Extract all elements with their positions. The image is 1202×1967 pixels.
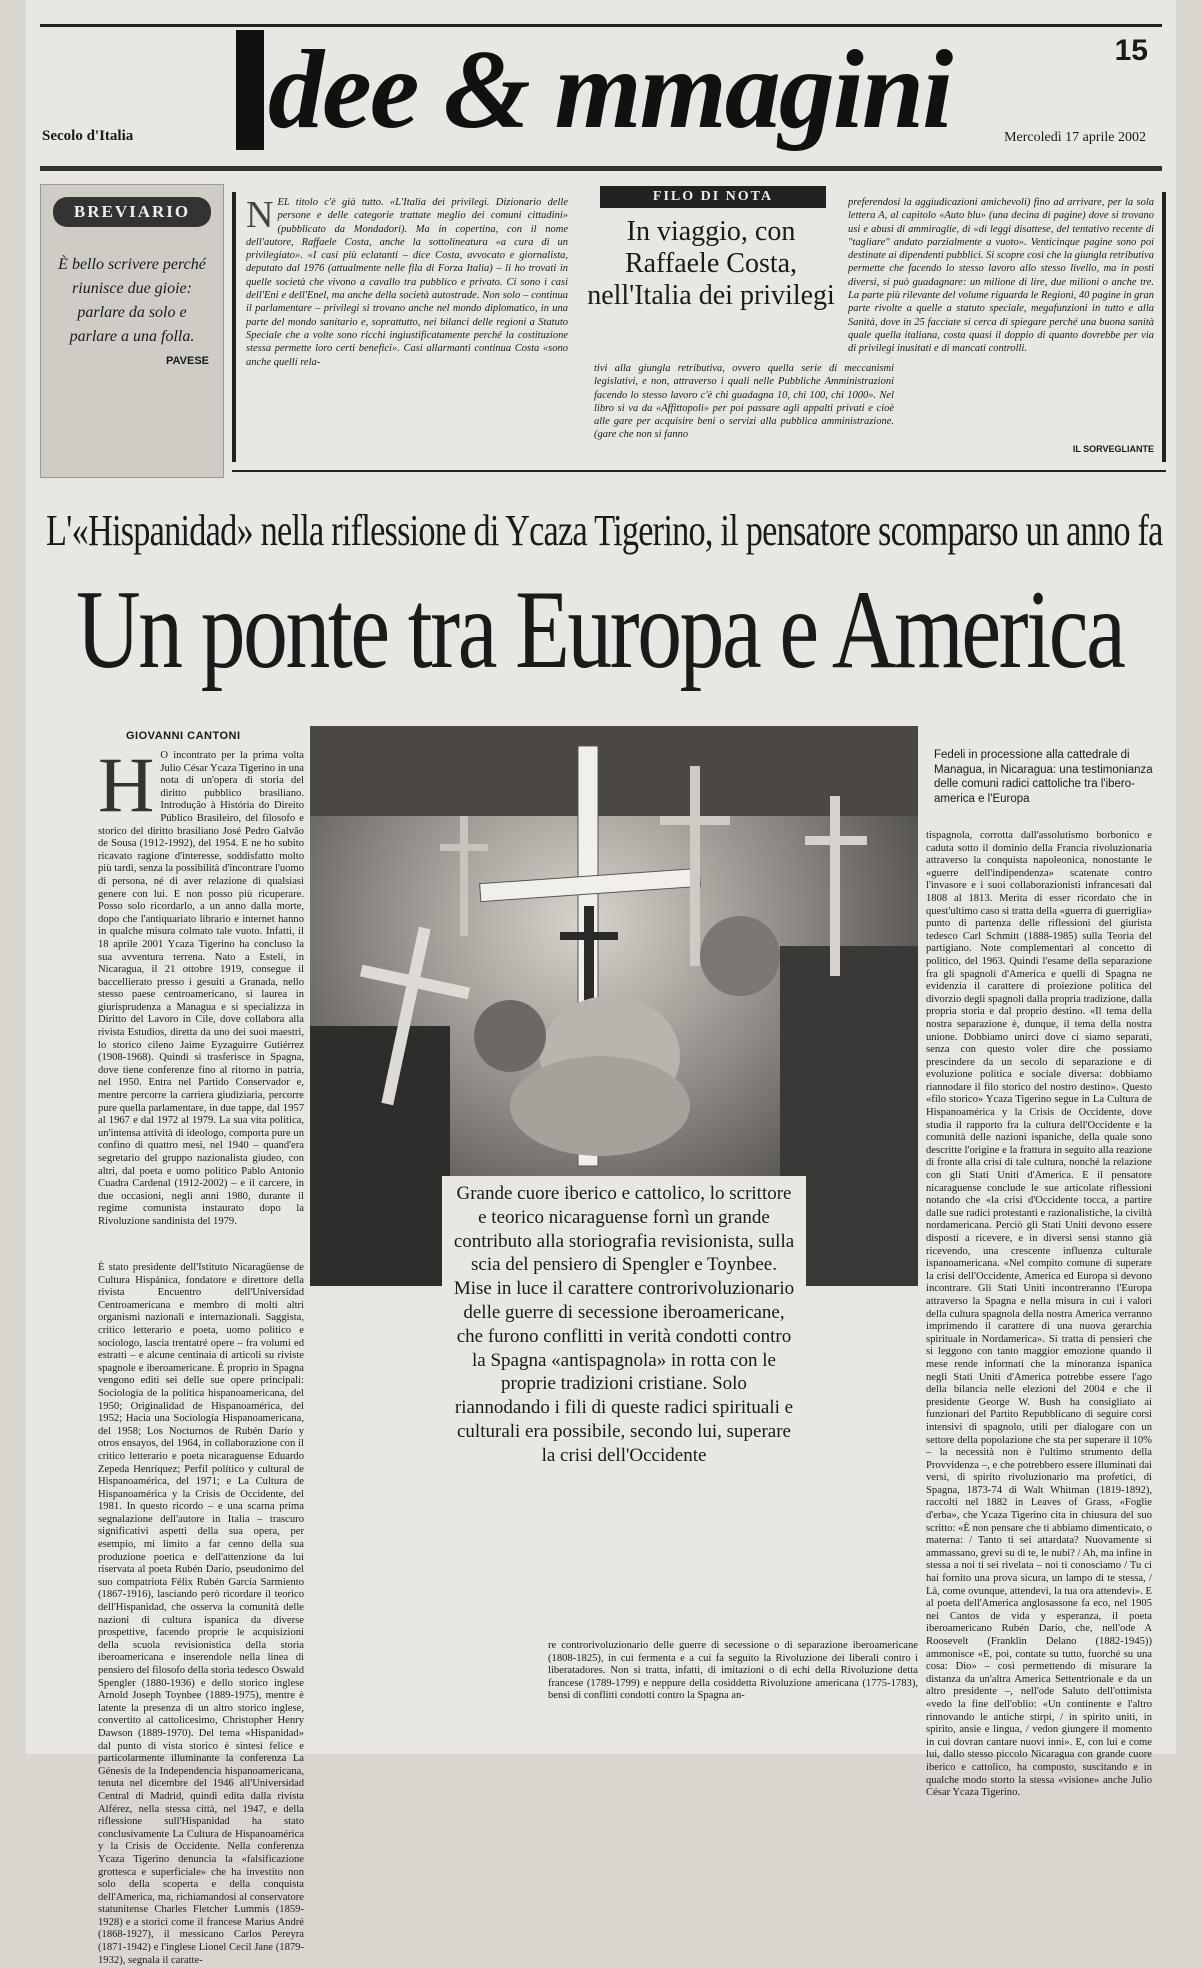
article-headline: Un ponte tra Europa e America — [76, 568, 1124, 692]
breviario-quote: È bello scrivere perché riunisce due gioie: parlare da solo e parlare a una folla. — [58, 256, 206, 345]
filo-signature: IL SORVEGLIANTE — [1072, 444, 1154, 454]
article-column-bottom: re controrivoluzionario delle guerre di secessione o di separazione iberoamericane (1808-1825), in cui fermenta e a cui fa seguito la Rivoluzione dei liberali contro i liberatadores. Non si tratta, infatti, di imitazioni o di echi della Rivoluzione detta francese (1789-1799) e neppure della cosiddetta Rivoluzione americana (1775-1783), bensì di conflitti condotti contro la Spagna an- — [548, 1640, 918, 1702]
section-masthead — [236, 30, 996, 150]
filo-column-1 — [246, 196, 568, 458]
photo-caption: Fedeli in processione alla cattedrale di Managua, in Nicaragua: una testimonianza delle comuni radici cattoliche tra l'ibero-america e l'Europa — [934, 749, 1153, 805]
pull-quote: Grande cuore iberico e cattolico, lo scrittore e teorico nicaraguense fornì un grande contributo alla storiografia revisionista, sulla scia del pensiero di Spengler e Toynbee. Mise in luce il carattere controrivoluzionario delle guerre di secessione iberoamericane, che furono conflitti in verità condotti contro la Spagna «antispagnola» in rotta con le proprie tradizioni cristiane. Solo riannodando i fili di queste radici spirituali e culturali era possibile, secondo lui, superare la crisi dell'Occidente — [442, 1176, 806, 1618]
filo-dropcap: N — [246, 194, 274, 236]
masthead-bottom-rule — [40, 166, 1162, 171]
article-dropcap: H — [98, 741, 155, 828]
article-column-left-lower: È stato presidente dell'Istituto Nicaragüense de Cultura Hispánica, fondatore e direttore della rivista Encuentro dell'Universidad Centroamericana e membro di molti altri organismi nazionali e internazionali. Saggista, critico letterario e poeta, uomo politico e sociologo, lascia trentatré opere – fra volumi ed estratti – e alcune centinaia di articoli su riviste spagnole e iberoamericane. È proprio in Spagna vengono editi sei delle sue opere principali: Sociología de la política hispanoamericana, del 1950; Originalidad de Hispanoamérica, del 1952; Hacia una Sociología Hispanoamericana, del 1958; Los Nocturnos de Rubén Darío y otros ensayos, del 1964, in collaborazione con il critico letterario e poeta nicaraguense Eduardo Zepeda Henríquez; Perfil político y cultural de Hispanoamérica, del 1971; e La Cultura de Hispanoamérica y la Crisis de Occidente, del 1981. In questo ricordo – e una scarna prima segnalazione dell'autore in Italia – trascuro significativi aspetti della sua opera, per esempio, mi limito a far cenno della sua produzione poetica e dell'attenzione da lui riservata al poeta Rubén Darío, pseudonimo del suo compatriota Félix Rubén García Sarmiento (1867-1916), lasciando però ricordare il teorico dell'Hispanidad, che osserva la comunità delle nazioni di cultura ispanica da diverse prospettive, facendo proprie le acquisizioni della scuola revisionistica della storia iberoamericana e inserendole nella linea di pensiero del filosofo della storia tedesco Oswald Spengler (1880-1936) e dello storico inglese Arnold Joseph Toynbee (1889-1975), mentre è latente la presenza di un altro storico inglese, convertito al cattolicesimo, Christopher Henry Dawson (1889-1970). Del tema «Hispanidad» dal punto di vista storico è sintesi felice e particolarmente illuminante la conferenza La Génesis de la Independencia hispanoamericana, tenuta nel dicembre del 1946 all'Universidad Central di Madrid, quindi edita dalla rivista Alférez, nella stessa città, nel 1947, e della riflessione sull'Hispanidad ha stato conclusivamente La Cultura de Hispanoamérica y la Crisis de Occidente. Nella conferenza Ycaza Tigerino denuncia la «falsificazione grottesca e superficiale» che ha investito non solo della scoperta e della conquista dell'America, ma, richiamandosi al conservatore statunitense Charles Fletcher Lummis (1859-1928) e a storici come il francese Marius André (1868-1927), il messicano Carlos Pereyra (1871-1942) e l'inglese Lionel Cecil Jane (1879-1932), segnala il caratte- — [98, 1262, 304, 1966]
masthead-title-text: dee & mmagini — [268, 28, 952, 152]
article-left-text: O incontrato per la prima volta Julio César Ycaza Tigerino in una nota di un'opera di storia del diritto pubblico brasiliano. Introdução à História do Direito Público Brasileiro, del filosofo e storico del diritto brasiliano José Pedro Galvão de Sousa (1912-1992), del 1954. E ne ho subito ricavato ragione d'interesse, soddisfatto molto più tardi, senza la possibilità d'incontrare l'uomo di persona, né di aver relazione di qualsiasi genere con lui. E non posso più ricuperare. Posso solo ricordarlo, a un anno dalla morte, dopo che l'antiquariato librario e internet hanno in qualche misura colmato tale vuoto. Infatti, il 18 aprile 2001 Ycaza Tigerino ha concluso la sua avventura terrena. Nato a Estelí, in Nicaragua, il 21 ottobre 1919, consegue il baccellierato presso i gesuiti a Granada, nello stesso paese centroamericano, si laurea in giurisprudenza a Managua e si specializza in Diritto del Lavoro in Cile, dove collabora alla rivista Estudios, diretta da uno dei suoi maestri, lo storico cileno Jaime Eyzaguirre Gutiérrez (1908-1968). Quindi si trasferisce in Spagna, dove tiene conferenze fino al ritorno in patria, nel 1950. Entra nel Partido Conservador e, mentre percorre la carriera giudiziaria, percorre pure quella parlamentare, in due tappe, dal 1957 al 1967 e dal 1972 al 1979. La sua vita politica, un'intensa attività di ideologo, comporta pure un confino di quattro mesi, nel 1940 – quand'era segretario del gruppo nazionalista giudeo, con altri, dal poeta e uomo politico Pablo Antonio Cuadra Cardenal (1912-2002) – e il carcere, in due occasioni, negli anni 1980, durante il regime comunista instaurato dopo la Rivoluzione sandinista del 1979. — [98, 750, 304, 1227]
masthead-top-rule — [40, 24, 1162, 27]
article-kicker: L'«Hispanidad» nella riflessione di Ycaza Tigerino, il pensatore scomparso un anno fa — [46, 506, 1163, 555]
breviario-author: PAVESE — [166, 355, 209, 367]
filo-label: FILO DI NOTA — [600, 186, 826, 208]
masthead-initial-bar — [236, 30, 264, 150]
breviario-box — [40, 184, 224, 478]
filo-title: In viaggio, con Raffaele Costa, nell'Italia dei privilegi — [587, 216, 835, 311]
breviario-label: BREVIARIO — [53, 197, 211, 227]
article-column-left — [98, 741, 304, 1260]
filo-bottom-rule — [232, 470, 1166, 472]
page-number: 15 — [1114, 34, 1148, 67]
filo-column-3: preferendosi la aggiudicazioni amichevoli) fino ad arrivare, per la sola lettera A, al capitolo «Auto blu» (una decina di pagine) dove si trovano usi e abusi di ammiraglie, di «di leggi disattese, del tentativo recente di "tagliare" andato parzialmente a vuoto». Venticinque pagine sono poi destinate ai dipendenti pubblici. Si scopre così che la giungla retributiva permette che facendo lo stesso lavoro allo stesso livello, ma in posti diversi, si può guadagnare: un milione di lire, due milioni o anche tre. La parte più rilevante del volume riguarda le Regioni, 40 pagine in gran parte rivolte a quelle a statuto speciale, megafunzioni in tutto e alla Sanità, dove in 25 facciate si cerca di spiegare perché una buona sanità quale quella italiana, costa quasi il doppio di quanto dovrebbe per via di privilegi inusitati e di mancati controlli. — [848, 197, 1154, 355]
article-byline: GIOVANNI CANTONI — [126, 730, 241, 742]
filo-di-nota-box — [232, 189, 1166, 462]
filo-column-2: tivi alla giungla retributiva, ovvero quella serie di meccanismi legislativi, e non, attraverso i quali nelle Pubbliche Amministrazioni facendo lo stesso lavoro c'è chi guadagna 10, chi 100, chi 1000». Nel libro si va da «Affittopoli» per poi passare agli appalti privati e cioè alle gare per acquisire beni o servizi alla pubblica amministrazione. (gare che non si fanno — [594, 363, 894, 441]
issue-date: Mercoledì 17 aprile 2002 — [1004, 130, 1146, 145]
newspaper-name: Secolo d'Italia — [42, 128, 134, 144]
newspaper-page — [26, 0, 1176, 1966]
article-column-right: tispagnola, corrotta dall'assolutismo borbonico e caduta sotto il dominio della Francia rivoluzionaria attraverso la conquista napoleonica, nonostante le «guerre dell'indipendenza» scatenate contro l'invasore e i suoi collaborazionisti infrancesati dal 1808 al 1813. Merita di esser ricordato che in quest'ultimo caso si tratta della «guerra di guerriglia» punto di partenza delle riflessioni del giurista tedesco Carl Schmitt (1888-1985) sulla Teoria del partigiano. Note complementari al concetto di politico, del 1963. Quindi l'esame della separazione fra gli spagnoli d'America e quelli di Spagna ne evidenzia il carattere di proiezione politica del divorzio degli spagnoli dalla propria tradizione, dalla propria storia e dal proprio destino. «Il tema della nostra separazione è, dunque, il tema della nostra unione. Dobbiamo unirci dove ci siamo separati, senza con questo voler dire che possiamo prescindere da un secolo di separazione e di evoluzione politica e sociale diversa: dobbiamo riannodare il filo storico del nostro destino». Questo «filo storico» Ycaza Tigerino segue in La Cultura de Hispanoamérica y la Crisis de Occidente, dove studia il rapporto fra la cultura dell'Occidente e la comunità delle nazioni ispaniche, della quale sono descritte l'origine e la frattura in seguito alla reazione di fronte alla crisi di tale cultura, nonché la relazione con gli Stati Uniti d'America. E il pensatore nicaraguense conclude le sue articolate riflessioni notando che «la crisi d'Occidente tocca, a partire dalle sue radici protestanti e razionalistiche, la civiltà nordamericana. Perciò gli Stati Uniti devono essere disposti a ricevere, e in diversi sensi stanno già ricevendo, una crescente influenza culturale ispanoamericana. «Nel compito comune di superare la crisi dell'Occidente, America ed Europa si devono incontrare. Gli Stati Uniti incontreranno l'Europa attraverso la Spagna e nella misura in cui i valori della cultura spagnola della nostra America verranno imprimendo il carattere di una nuova gerarchia spirituale in Nordamerica». Si tratta di pensieri che si leggono con tanto maggior emozione quando il mese rende informati che la minoranza ispanica negli Stati Uniti d'America potrebbe essere l'ago della bilancia nelle elezioni del 2004 e che il presidente George W. Bush ha consigliato ai funzionari del Partito Repubblicano di seguire corsi intensivi di spagnolo, utili per dialogare con un settore della popolazione che sta per superare il 10% – la necessità non è l'ultimo strumento della Provvidenza –, e che potrebbero essere illuminati dai versi, di spirito rivoluzionario ma profetici, di Spagna, 1873-74 di Walt Whitman (1819-1892), raccolti nel 1882 in Leaves of Grass, «Foglie d'erba», che Ycaza Tigerino cita in chiusura del suo scritto: «È non pensare che ti abbiamo dimenticato, o materna: / Tanto ti sei attardata? Nuovamente si ammassano, grevi su di te, le nubi? / Ah, ma infine in stessa a noi ti sei rivelata – noi ti conosciamo / Tu ci hai fornito una prova sicura, un lampo di te stessa, / Là, come ovunque, attendevi, la tua ora attendevi». E al poeta dell'America anglosassone fa eco, nel 1905 nei Cantos de vida y esperanza, il poeta iberoamericano Rubén Darío, che, nell'ode A Roosevelt (Franklin Delano (1882-1945)) ammonisce «E, poi, contate su tutto, fuorché su una cosa: Dio» – così permettendo di misurare la distanza da un'altra America Settentrionale e da un altro presidente –, nell'ode Saluto dell'ottimista «vedo la fine dell'oblio: «Un continente e l'altro rinnovando le antiche stirpi, / in spirito uniti, in spirito, ansie e lingua, / vedon giungere il momento in cui dovran cantare nuovi inni». E, con lui e come lui, dallo stesso piccolo Nicaragua con grande cuore iberico e cattolico, ha composto, suscitando e in qualche modo storto la stessa «visione» anche Julio César Ycaza Tigerino. — [926, 830, 1152, 1799]
filo-col1-text: EL titolo c'è già tutto. «L'Italia dei privilegi. Dizionario delle persone e delle categorie trattate meglio dei comuni cittadini» (pubblicato da Mondadori). Ma in copertina, con il nome dell'autore, Raffaele Costa, anche la sottolineatura «a cura di un privilegiato». «I casi più eclatanti – dice Costa, avvocato e giornalista, deputato dal 1976 (attualmente nelle fila di Forza Italia) – li ho trovati in quelle società che vivono a cavallo tra pubblico e privato. Ci sono i casi dell'Eni e dell'Enel, ma anche della società autostrade. Non solo – continua il parlamentare – privilegi si trovano anche nel mondo diplomatico, in una parte del mondo sanitario e, soprattutto, nei bilanci delle regioni a Statuto Speciale che a volte sono ricchi ingiustificatamente perché la costituzione stessa permette loro certi benefici». Casi allarmanti continua Costa «sono anche quelli rela- — [246, 197, 568, 368]
